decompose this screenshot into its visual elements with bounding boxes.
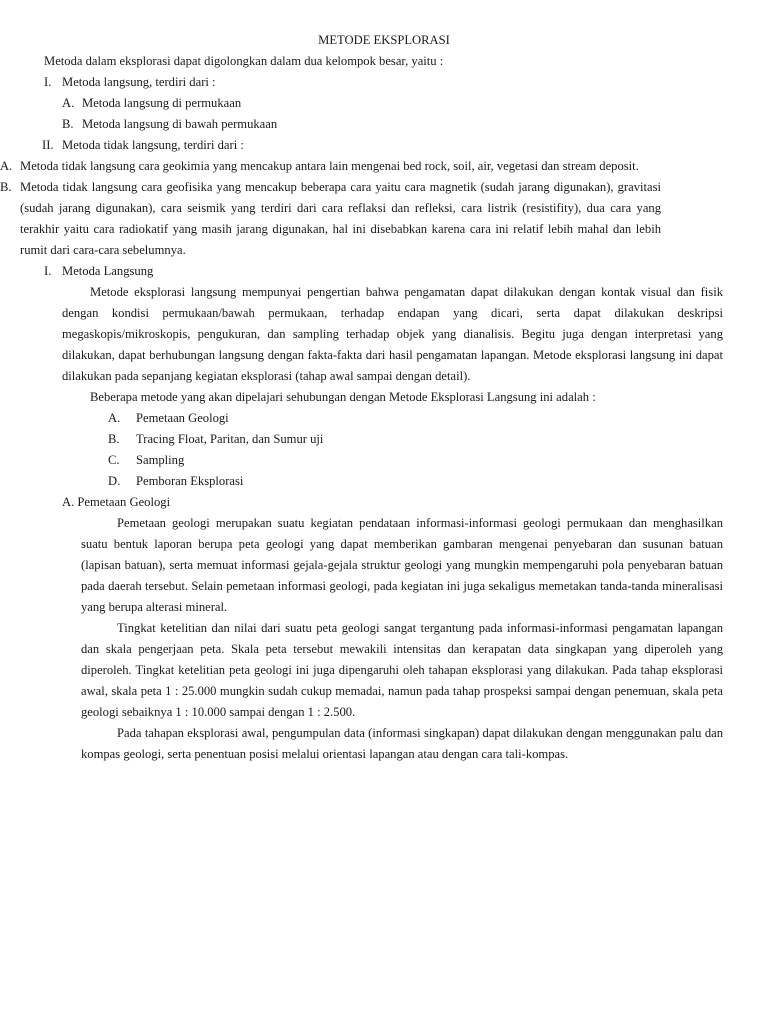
list-item-text: Pemboran Eksplorasi bbox=[136, 474, 244, 488]
group1-label: I. bbox=[44, 75, 52, 89]
group2-text: Metoda tidak langsung, terdiri dari : bbox=[62, 138, 244, 152]
list-item bbox=[108, 429, 768, 450]
list-item bbox=[108, 450, 768, 471]
list-item-label: C. bbox=[108, 453, 120, 467]
list-item-label: D. bbox=[108, 474, 121, 488]
section1-label: I. bbox=[44, 264, 52, 278]
group2-item-a-text: Metoda tidak langsung cara geokimia yang mencakup antara lain mengenai bed rock, soil, air, vegetasi dan stream deposit. bbox=[20, 159, 639, 173]
list-item bbox=[108, 408, 768, 429]
group2-item-a bbox=[0, 156, 661, 177]
section-a-paragraph-3: Pada tahapan eksplorasi awal, pengumpulan data (informasi singkapan) dapat dilakukan dengan menggunakan palu dan kompas geologi, serta penentuan posisi melalui orientasi lapangan atau dengan cara tali-kompas. bbox=[81, 726, 723, 761]
group1-text: Metoda langsung, terdiri dari : bbox=[62, 75, 216, 89]
group2-item-b-text: Metoda tidak langsung cara geofisika yang mencakup beberapa cara yaitu cara magnetik (sudah jarang digunakan), gravitasi (sudah jarang digunakan), cara seismik yang terdiri dari cara reflaksi dan refleksi, cara listrik (resistifity), dua cara yang terakhir yaitu cara radiokatif yang masih jarang digunakan, hal ini disebabkan karena cara ini relatif lebih mahal dan lebih rumit dari cara-cara sebelumnya. bbox=[20, 180, 661, 257]
method-list bbox=[108, 408, 768, 492]
section1-heading bbox=[44, 261, 768, 282]
section-a-heading: A. Pemetaan Geologi bbox=[62, 495, 171, 509]
list-item-label: A. bbox=[108, 411, 121, 425]
group2-item-b bbox=[0, 177, 661, 261]
group1-item-a-text: Metoda langsung di permukaan bbox=[82, 96, 242, 110]
document-page bbox=[0, 30, 768, 765]
list-item-text: Sampling bbox=[136, 453, 185, 467]
group1-item-a-label: A. bbox=[62, 96, 75, 110]
group1-item-b bbox=[62, 114, 723, 135]
list-item-text: Pemetaan Geologi bbox=[136, 411, 229, 425]
group2-label: II. bbox=[42, 138, 54, 152]
section-a-paragraph-1: Pemetaan geologi merupakan suatu kegiatan pendataan informasi-informasi geologi permukaan dan menghasilkan suatu bentuk laporan berupa peta geologi yang dapat memberikan gambaran mengenai penyebaran dan susunan batuan (lapisan batuan), serta memuat informasi gejala-gejala struktur geologi yang mungkin mempengaruhi pola penyebaran batuan pada daerah tersebut. Selain pemetaan informasi geologi, pada kegiatan ini juga sekaligus memetakan tanda-tanda mineralisasi yang berupa alterasi mineral. bbox=[81, 516, 723, 614]
group2-heading bbox=[44, 135, 768, 156]
group2-item-b-label: B. bbox=[0, 180, 12, 194]
section-a-paragraph-2: Tingkat ketelitian dan nilai dari suatu peta geologi sangat tergantung pada informasi-informasi pengamatan lapangan dan skala pengerjaan peta. Skala peta tersebut mewakili intensitas dan kerapatan data singkapan yang diperoleh yang diperoleh. Tingkat ketelitian peta geologi ini juga dipengaruhi oleh tahapan eksplorasi yang dilakukan. Pada tahap eksplorasi awal, skala peta 1 : 25.000 mungkin sudah cukup memadai, namun pada tahap prospeksi sampai dengan penemuan, skala peta geologi sebaiknya 1 : 10.000 sampai dengan 1 : 2.500. bbox=[81, 621, 723, 719]
list-item-text: Tracing Float, Paritan, dan Sumur uji bbox=[136, 432, 324, 446]
group1-item-a bbox=[62, 93, 723, 114]
section1-heading-text: Metoda Langsung bbox=[62, 264, 154, 278]
group1-item-b-text: Metoda langsung di bawah permukaan bbox=[82, 117, 278, 131]
section1-list-intro: Beberapa metode yang akan dipelajari sehubungan dengan Metode Eksplorasi Langsung ini adalah : bbox=[90, 390, 596, 404]
group1-item-b-label: B. bbox=[62, 117, 74, 131]
page-title: METODE EKSPLORASI bbox=[318, 33, 450, 47]
section1-paragraph: Metode eksplorasi langsung mempunyai pengertian bahwa pengamatan dapat dilakukan dengan kontak visual dan fisik dengan kondisi permukaan/bawah permukaan, terhadap endapan yang dicari, serta dapat dilakukan deskripsi megaskopis/mikroskopis, pengukuran, dan sampling terhadap objek yang dianalisis. Begitu juga dengan interpretasi yang dilakukan, dapat berhubungan langsung dengan fakta-fakta dari hasil pengamatan lapangan. Metode eksplorasi langsung ini dapat dilakukan pada sepanjang kegiatan eksplorasi (tahap awal sampai dengan detail). bbox=[62, 285, 723, 383]
list-item-label: B. bbox=[108, 432, 120, 446]
list-item bbox=[108, 471, 768, 492]
group1-heading bbox=[44, 72, 768, 93]
group2-item-a-label: A. bbox=[0, 159, 13, 173]
intro-text: Metoda dalam eksplorasi dapat digolongkan dalam dua kelompok besar, yaitu : bbox=[44, 54, 444, 68]
